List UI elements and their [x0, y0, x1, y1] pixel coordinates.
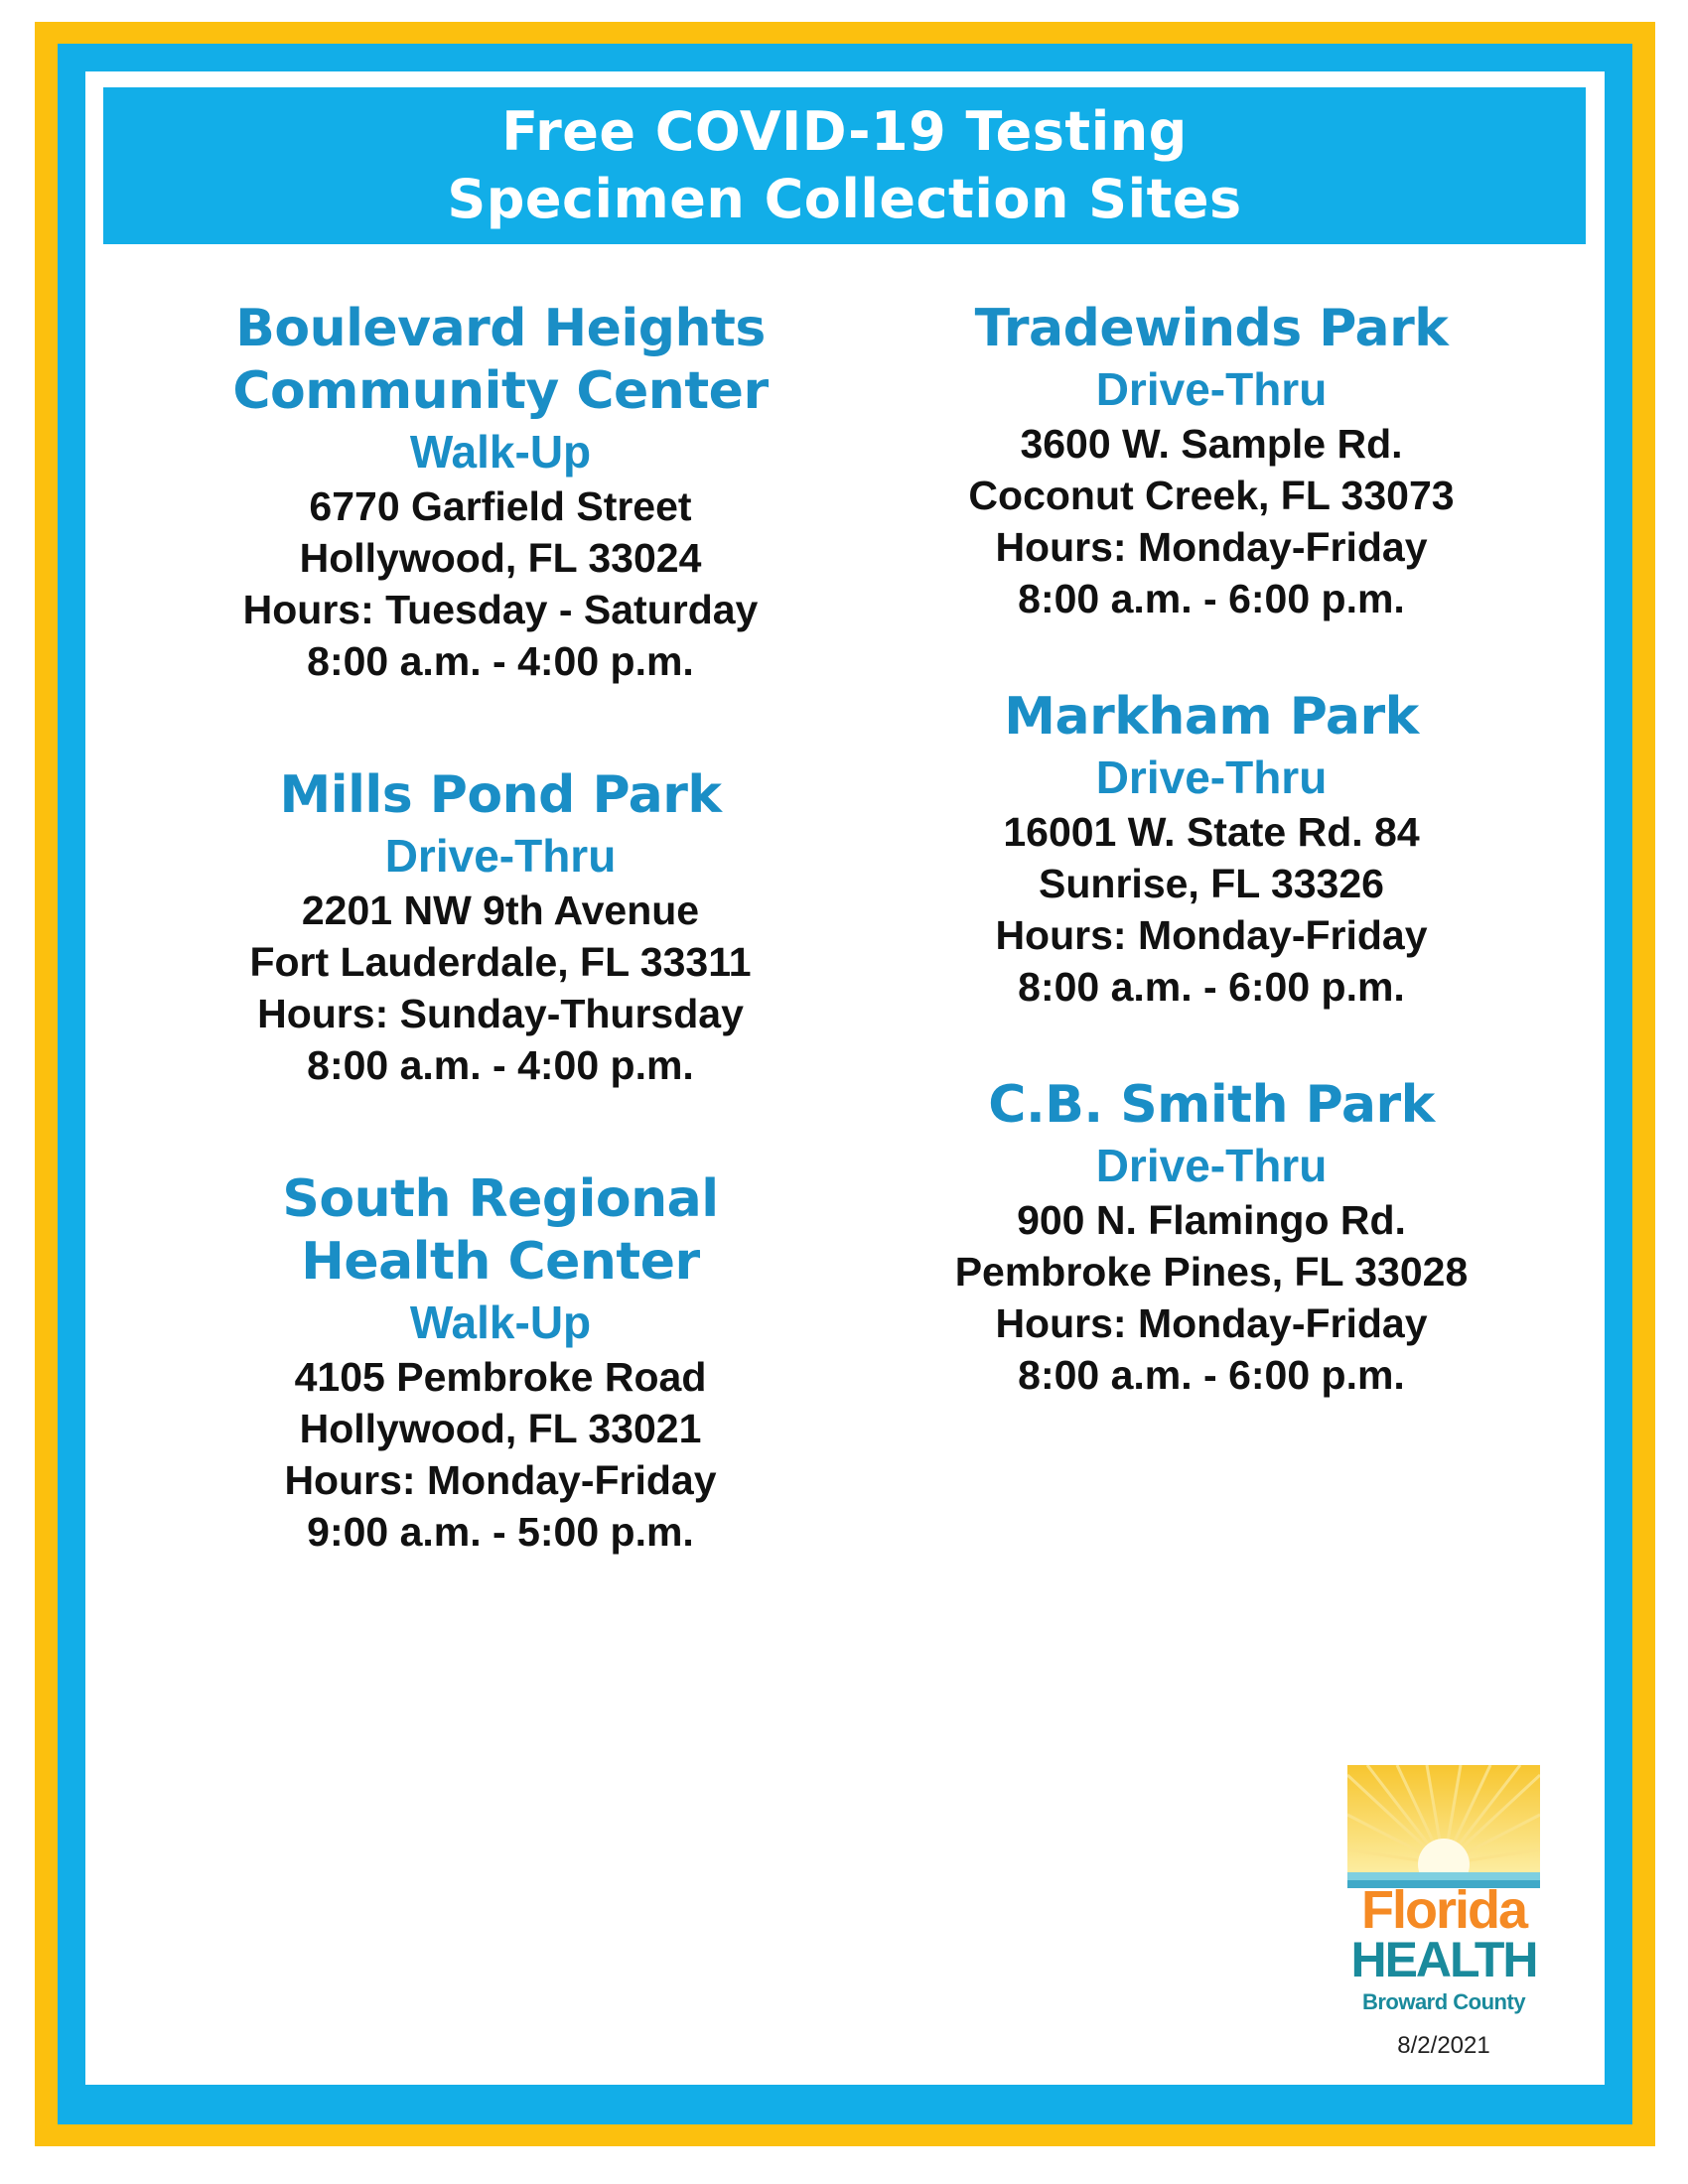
- left-column: [123, 298, 878, 1635]
- site-address-street: 16001 W. State Rd. 84: [1003, 809, 1420, 855]
- site-name-line: Mills Pond Park: [279, 765, 722, 825]
- site-type: Drive-Thru: [1095, 363, 1328, 415]
- site-address-street: 2201 NW 9th Avenue: [301, 887, 700, 933]
- site-time: 8:00 a.m. - 6:00 p.m.: [1018, 964, 1405, 1010]
- site-type: Drive-Thru: [1095, 751, 1328, 803]
- site-hours: Hours: Monday-Friday: [995, 524, 1428, 570]
- site-address-city: Sunrise, FL 33326: [1039, 861, 1384, 906]
- site-address-city: Fort Lauderdale, FL 33311: [249, 939, 752, 985]
- site-markham-park: [834, 686, 1589, 1013]
- site-name-line: South Regional: [282, 1169, 719, 1229]
- site-address-street: 3600 W. Sample Rd.: [1020, 421, 1403, 467]
- title-line-1: Free COVID-19 Testing: [501, 100, 1188, 163]
- site-type: Walk-Up: [409, 426, 592, 478]
- site-address-street: 4105 Pembroke Road: [294, 1354, 707, 1400]
- site-tradewinds-park: [834, 298, 1589, 624]
- title-line-2: Specimen Collection Sites: [447, 168, 1242, 230]
- sun-icon: [1347, 1765, 1540, 1888]
- site-address-city: Coconut Creek, FL 33073: [968, 473, 1455, 518]
- site-time: 9:00 a.m. - 5:00 p.m.: [307, 1509, 694, 1555]
- logo-florida-text: Florida: [1360, 1880, 1526, 1940]
- site-type: Drive-Thru: [1095, 1140, 1328, 1191]
- site-mills-pond-park: [123, 764, 878, 1091]
- document-date: 8/2/2021: [1397, 2032, 1490, 2059]
- site-name-line: Community Center: [232, 361, 769, 421]
- site-hours: Hours: Monday-Friday: [995, 1300, 1428, 1346]
- site-boulevard-heights: [123, 298, 878, 687]
- logo-county-text: Broward County: [1361, 1989, 1526, 2014]
- title-banner: [103, 87, 1586, 244]
- site-type: Walk-Up: [409, 1297, 592, 1348]
- site-name-line: C.B. Smith Park: [988, 1075, 1435, 1135]
- site-name-line: Tradewinds Park: [974, 299, 1449, 358]
- right-column: [834, 298, 1589, 1462]
- site-time: 8:00 a.m. - 6:00 p.m.: [1018, 576, 1405, 621]
- site-address-street: 900 N. Flamingo Rd.: [1017, 1197, 1406, 1243]
- site-address-city: Hollywood, FL 33021: [299, 1406, 702, 1451]
- site-south-regional: [123, 1168, 878, 1558]
- site-name-line: Health Center: [301, 1232, 700, 1292]
- site-time: 8:00 a.m. - 6:00 p.m.: [1018, 1352, 1405, 1398]
- site-hours: Hours: Sunday-Thursday: [257, 991, 744, 1036]
- logo-health-text: HEALTH: [1350, 1932, 1537, 1987]
- site-address-city: Hollywood, FL 33024: [299, 535, 702, 581]
- site-hours: Hours: Tuesday - Saturday: [242, 587, 759, 632]
- site-address-street: 6770 Garfield Street: [309, 483, 692, 529]
- site-hours: Hours: Monday-Friday: [995, 912, 1428, 958]
- site-type: Drive-Thru: [384, 830, 617, 882]
- site-hours: Hours: Monday-Friday: [284, 1457, 717, 1503]
- site-name-line: Boulevard Heights: [235, 299, 766, 358]
- site-time: 8:00 a.m. - 4:00 p.m.: [307, 1042, 694, 1088]
- florida-health-logo: [1347, 1765, 1540, 2023]
- site-time: 8:00 a.m. - 4:00 p.m.: [307, 638, 694, 684]
- site-address-city: Pembroke Pines, FL 33028: [954, 1249, 1469, 1295]
- site-cb-smith-park: [834, 1074, 1589, 1401]
- site-name-line: Markham Park: [1004, 687, 1419, 747]
